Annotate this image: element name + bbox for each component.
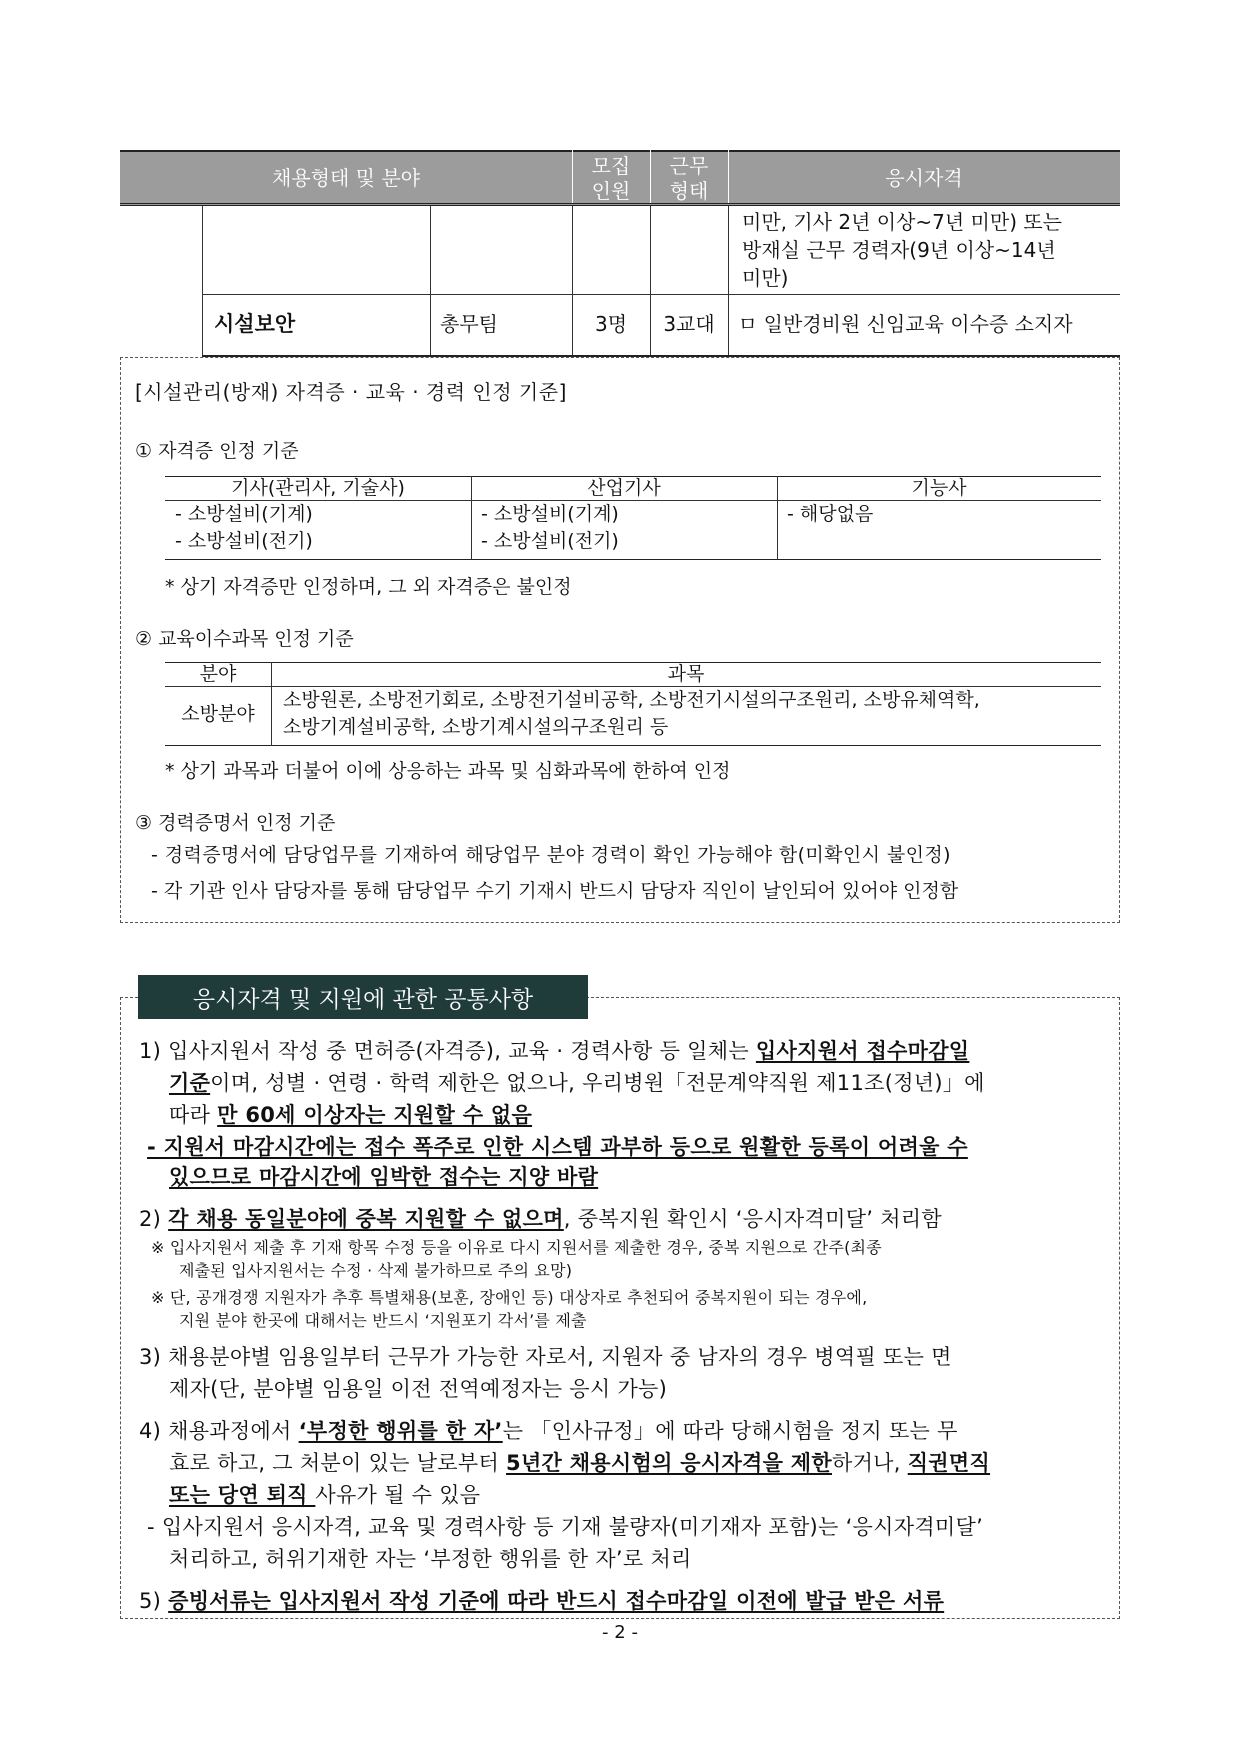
edu-subject-line: 소방원론, 소방전기회로, 소방전기설비공학, 소방전기시설의구조원리, 소방유체역학,: [283, 689, 980, 711]
table-divider: [728, 206, 729, 356]
row2-qualification: ㅁ 일반경비원 신임교육 이수증 소지자: [738, 312, 1073, 336]
row2-shift: 3교대: [663, 312, 715, 336]
item2-note2-line2: 지원 분야 한곳에 대해서는 반드시 ‘지원포기 각서’를 제출: [179, 1311, 587, 1330]
text-span: 4) 채용과정에서: [139, 1419, 299, 1443]
text-span: 사유가 될 수 있음: [315, 1483, 481, 1507]
header-work-line2: 형태: [669, 178, 709, 203]
text-span: , 중복지원 확인시 ‘응시자격미달’ 처리함: [563, 1207, 942, 1231]
cert-item: - 해당없음: [787, 503, 874, 525]
row2-team: 총무팀: [440, 312, 498, 336]
emphasis-span: 증빙서류는 입사지원서 작성 기준에 따라 반드시 접수마감일 이전에 발급 받은 서류: [168, 1589, 945, 1613]
cert-col3: [787, 501, 873, 528]
edu-section-title: ② 교육이수과목 인정 기준: [135, 628, 354, 650]
header-type-field: 채용형태 및 분야: [272, 166, 420, 190]
table-divider: [202, 206, 203, 356]
item2-note2-line1: ※ 단, 공개경쟁 지원자가 추후 특별채용(보훈, 장애인 등) 대상자로 추천되어 중복지원이 되는 경우에,: [151, 1288, 868, 1307]
row1-qual-line: 미만): [742, 266, 789, 290]
table-divider: [430, 206, 431, 356]
item4-line1: [139, 1416, 958, 1446]
emphasis-span: 5년간 채용시험의 응시자격을 제한: [506, 1451, 832, 1475]
item1-line1: [139, 1036, 969, 1066]
cert-item: - 소방설비(기계): [175, 503, 313, 525]
item1-detail2: 있으므로 마감시간에 임박한 접수는 지양 바람: [169, 1165, 599, 1189]
text-span: 1) 입사지원서 작성 중 면허증(자격증), 교육 · 경력사항 등 일체는: [139, 1039, 756, 1063]
item4-line2: [169, 1448, 990, 1478]
item1-line3: [169, 1100, 532, 1130]
item2-line1: [139, 1204, 942, 1234]
cert-note: * 상기 자격증만 인정하며, 그 외 자격증은 불인정: [165, 576, 572, 598]
cert-section-title: ① 자격증 인정 기준: [135, 440, 299, 462]
header-qualification: 응시자격: [885, 166, 963, 190]
text-span: 따라: [169, 1103, 218, 1127]
text-span: 는 「인사규정」에 따라 당해시험을 정지 또는 무: [502, 1419, 958, 1443]
emphasis-span: 각 채용 동일분야에 중복 지원할 수 없으며: [168, 1207, 564, 1231]
edu-field-value: 소방분야: [181, 703, 255, 725]
edu-header-subject: 과목: [667, 663, 705, 685]
cert-col2: [481, 501, 619, 555]
emphasis-span: 만 60세 이상자는 지원할 수 없음: [217, 1103, 533, 1127]
edu-table-bottom: [165, 745, 1101, 746]
edu-subjects: [283, 687, 980, 741]
edu-subject-line: 소방기계설비공학, 소방기계시설의구조원리 등: [283, 716, 669, 738]
text-span: 5): [139, 1589, 169, 1613]
header-work-line1: 근무: [669, 153, 709, 178]
item1-detail1: - 지원서 마감시간에는 접수 폭주로 인한 시스템 과부하 등으로 원활한 등록이 어려울 수: [147, 1135, 968, 1159]
header-work-type: [650, 152, 728, 205]
cert-col1: [175, 501, 313, 555]
emphasis-span: 입사지원서 접수마감일: [755, 1039, 970, 1063]
row1-qual-line: 미만, 기사 2년 이상~7년 미만) 또는: [742, 210, 1062, 234]
header-divider: [650, 150, 651, 203]
cert-header-technician: 기능사: [911, 477, 967, 499]
table-row-divider: [202, 294, 1120, 295]
emphasis-span: 기준: [169, 1071, 211, 1095]
criteria-box: [120, 357, 1120, 923]
item4-detail1: - 입사지원서 응시자격, 교육 및 경력사항 등 기재 불량자(미기재자 포함)는 ‘응시자격미달’: [147, 1515, 984, 1539]
cert-table: [165, 476, 1101, 560]
table-header-row: [120, 150, 1120, 206]
edu-note: * 상기 과목과 더불어 이에 상응하는 과목 및 심화과목에 한하여 인정: [165, 760, 731, 782]
text-span: 2): [139, 1207, 169, 1231]
common-notice-box: [120, 997, 1120, 1619]
row2-field: 시설보안: [214, 312, 296, 336]
cert-item: - 소방설비(기계): [481, 503, 619, 525]
item2-note1-line2: 제출된 입사지원서는 수정 · 삭제 불가하므로 주의 요망): [179, 1261, 573, 1280]
cert-table-bottom: [165, 559, 1101, 560]
common-section-header: 응시자격 및 지원에 관한 공통사항: [138, 975, 588, 1019]
page-number: - 2 -: [602, 1622, 638, 1643]
item1-line2: [169, 1068, 985, 1098]
item4-detail2: 처리하고, 허위기재한 자는 ‘부정한 행위를 한 자’로 처리: [169, 1547, 692, 1571]
text-span: 효로 하고, 그 처분이 있는 날로부터: [169, 1451, 507, 1475]
text-span: 이며, 성별 · 연령 · 학력 제한은 없으나, 우리병원「전문계약직원 제11조(정년)」에: [210, 1071, 985, 1095]
cert-header-industrial: 산업기사: [587, 477, 661, 499]
emphasis-span: 또는 당연 퇴직: [169, 1483, 316, 1507]
cert-item: - 소방설비(전기): [175, 530, 313, 552]
criteria-title: [시설관리(방재) 자격증 · 교육 · 경력 인정 기준]: [135, 380, 567, 404]
header-recruit-line1: 모집: [591, 153, 631, 178]
item4-line3: [169, 1480, 480, 1510]
emphasis-span: ‘부정한 행위를 한 자’: [298, 1419, 503, 1443]
row1-qualification: [742, 208, 1062, 292]
edu-header-field: 분야: [199, 663, 237, 685]
text-span: 하거나,: [831, 1451, 908, 1475]
cert-item: - 소방설비(전기): [481, 530, 619, 552]
item3-line2: 제자(단, 분야별 임용일 이전 전역예정자는 응시 가능): [169, 1377, 668, 1401]
item3-line1: 3) 채용분야별 임용일부터 근무가 가능한 자로서, 지원자 중 남자의 경우 병역필 또는 면: [139, 1345, 952, 1369]
career-section-title: ③ 경력증명서 인정 기준: [135, 812, 336, 834]
row1-qual-line: 방재실 근무 경력자(9년 이상~14년: [742, 238, 1056, 262]
item2-note1-line1: ※ 입사지원서 제출 후 기재 항목 수정 등을 이유로 다시 지원서를 제출한 경우, 중복 지원으로 간주(최종: [151, 1238, 882, 1257]
row2-count: 3명: [594, 312, 628, 336]
header-recruit-count: [572, 152, 650, 205]
career-item: - 각 기관 인사 담당자를 통해 담당업무 수기 기재시 반드시 담당자 직인이 날인되어 있어야 인정함: [151, 880, 959, 902]
header-divider: [572, 150, 573, 203]
emphasis-span: 직권면직: [907, 1451, 991, 1475]
cert-header-engineer: 기사(관리사, 기술사): [231, 477, 405, 499]
career-item: - 경력증명서에 담당업무를 기재하여 해당업무 분야 경력이 확인 가능해야 함(미확인시 불인정): [151, 844, 951, 866]
item5-line1: [139, 1586, 944, 1616]
header-recruit-line2: 인원: [591, 178, 631, 203]
header-divider: [728, 150, 729, 203]
edu-table: [165, 662, 1101, 746]
